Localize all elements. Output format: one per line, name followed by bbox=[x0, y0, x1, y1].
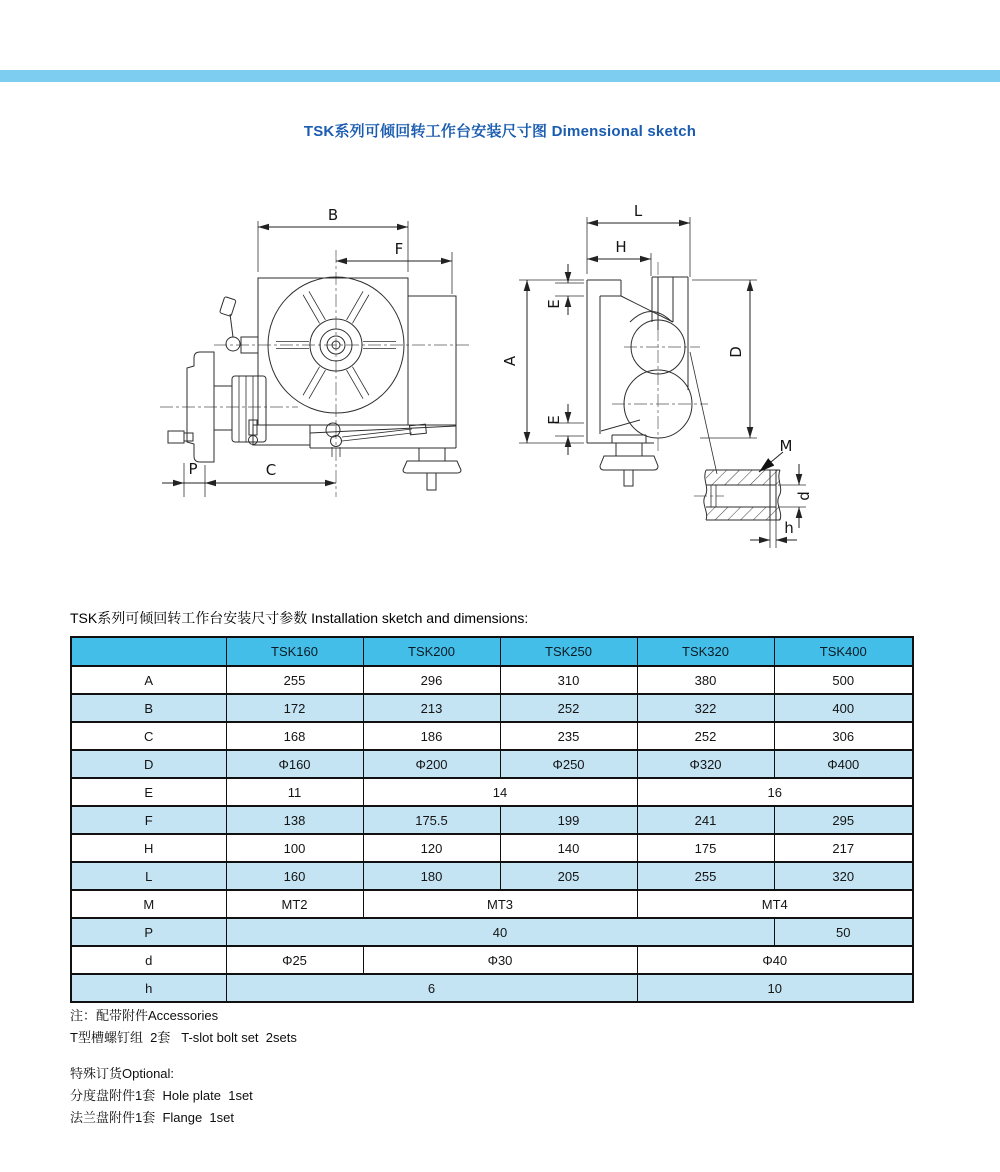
clamp-lever bbox=[220, 297, 258, 353]
table-cell: 120 bbox=[363, 834, 500, 862]
side-t-foot bbox=[600, 435, 658, 486]
column-header-tsk320: TSK320 bbox=[637, 637, 774, 666]
row-label: A bbox=[71, 666, 226, 694]
table-row bbox=[71, 946, 913, 974]
table-cell: 172 bbox=[226, 694, 363, 722]
dim-label-p: P bbox=[188, 460, 198, 478]
dim-label-d-big: D bbox=[727, 346, 745, 358]
section-detail bbox=[694, 437, 813, 548]
table-cell: Φ30 bbox=[363, 946, 637, 974]
base-assembly bbox=[253, 423, 461, 490]
note-tslot-bolts: T型槽螺钉组 2套 T-slot bolt set 2sets bbox=[70, 1030, 297, 1045]
table-row bbox=[71, 918, 913, 946]
table-caption: TSK系列可倾回转工作台安装尺寸参数 Installation sketch and dimensions: bbox=[70, 610, 529, 626]
note-accessories: 注：配带附件Accessories bbox=[70, 1008, 219, 1023]
dim-label-c: C bbox=[265, 461, 277, 479]
table-cell: 322 bbox=[637, 694, 774, 722]
table-cell: 16 bbox=[637, 778, 913, 806]
table-cell: 296 bbox=[363, 666, 500, 694]
table-cell: 160 bbox=[226, 862, 363, 890]
table-cell: Φ25 bbox=[226, 946, 363, 974]
column-header-tsk160: TSK160 bbox=[226, 637, 363, 666]
table-cell: 320 bbox=[774, 862, 913, 890]
row-label: C bbox=[71, 722, 226, 750]
table-cell: 199 bbox=[500, 806, 637, 834]
page-title: TSK系列可倾回转工作台安装尺寸图 Dimensional sketch bbox=[303, 123, 697, 140]
table-cell: 140 bbox=[500, 834, 637, 862]
table-cell: 213 bbox=[363, 694, 500, 722]
table-cell: 40 bbox=[226, 918, 774, 946]
table-cell: 175.5 bbox=[363, 806, 500, 834]
dim-label-e-bottom: E bbox=[545, 415, 563, 425]
table-cell: 252 bbox=[637, 722, 774, 750]
side-view bbox=[501, 202, 757, 486]
spec-table bbox=[70, 636, 914, 1003]
dim-label-m: M bbox=[779, 437, 793, 455]
table-cell: 50 bbox=[774, 918, 913, 946]
dim-label-h-small: h bbox=[784, 519, 794, 537]
table-cell: Φ400 bbox=[774, 750, 913, 778]
table-cell: 241 bbox=[637, 806, 774, 834]
table-row bbox=[71, 890, 913, 918]
note-optional-flange: 法兰盘附件1套 Flange 1set bbox=[70, 1110, 234, 1125]
table-cell: 295 bbox=[774, 806, 913, 834]
row-label: E bbox=[71, 778, 226, 806]
table-cell: 205 bbox=[500, 862, 637, 890]
dim-label-d-small: d bbox=[795, 491, 813, 501]
table-cell: 6 bbox=[226, 974, 637, 1002]
table-cell: 235 bbox=[500, 722, 637, 750]
front-view bbox=[160, 206, 472, 497]
column-header-tsk400: TSK400 bbox=[774, 637, 913, 666]
table-cell: 186 bbox=[363, 722, 500, 750]
table-cell: 180 bbox=[363, 862, 500, 890]
table-row bbox=[71, 806, 913, 834]
table-cell: 100 bbox=[226, 834, 363, 862]
table-row bbox=[71, 666, 913, 694]
table-row bbox=[71, 750, 913, 778]
table-cell: 14 bbox=[363, 778, 637, 806]
table-cell: Φ40 bbox=[637, 946, 913, 974]
table-cell: Φ160 bbox=[226, 750, 363, 778]
table-cell: MT3 bbox=[363, 890, 637, 918]
dim-label-h: H bbox=[615, 238, 627, 256]
dim-label-e-top: E bbox=[545, 299, 563, 309]
table-cell: 400 bbox=[774, 694, 913, 722]
row-label: M bbox=[71, 890, 226, 918]
table-cell: 10 bbox=[637, 974, 913, 1002]
table-cell: Φ320 bbox=[637, 750, 774, 778]
row-label: B bbox=[71, 694, 226, 722]
column-header-tsk200: TSK200 bbox=[363, 637, 500, 666]
table-row bbox=[71, 974, 913, 1002]
table-cell: Φ200 bbox=[363, 750, 500, 778]
dim-label-l: L bbox=[633, 202, 643, 220]
table-cell: MT4 bbox=[637, 890, 913, 918]
table-header-row bbox=[71, 637, 913, 666]
row-label: H bbox=[71, 834, 226, 862]
table-cell: 255 bbox=[226, 666, 363, 694]
table-cell: 310 bbox=[500, 666, 637, 694]
dim-label-f: F bbox=[394, 240, 404, 258]
table-cell: 138 bbox=[226, 806, 363, 834]
table-row bbox=[71, 862, 913, 890]
table-cell: 175 bbox=[637, 834, 774, 862]
table-cell: 380 bbox=[637, 666, 774, 694]
table-row bbox=[71, 778, 913, 806]
table-cell: 306 bbox=[774, 722, 913, 750]
row-label: P bbox=[71, 918, 226, 946]
row-label: h bbox=[71, 974, 226, 1002]
table-cell: 217 bbox=[774, 834, 913, 862]
table-row bbox=[71, 834, 913, 862]
row-label: F bbox=[71, 806, 226, 834]
note-optional-title: 特殊订货Optional: bbox=[70, 1066, 175, 1081]
column-header-blank bbox=[71, 637, 226, 666]
table-cell: 255 bbox=[637, 862, 774, 890]
side-view-dimensions bbox=[501, 202, 757, 455]
table-cell: 11 bbox=[226, 778, 363, 806]
dim-label-a: A bbox=[501, 355, 519, 367]
table-cell: Φ250 bbox=[500, 750, 637, 778]
row-label: L bbox=[71, 862, 226, 890]
table-cell: 168 bbox=[226, 722, 363, 750]
table-cell: 500 bbox=[774, 666, 913, 694]
table-cell: 252 bbox=[500, 694, 637, 722]
note-optional-hole-plate: 分度盘附件1套 Hole plate 1set bbox=[70, 1088, 253, 1103]
dim-label-b: B bbox=[327, 206, 339, 224]
column-header-tsk250: TSK250 bbox=[500, 637, 637, 666]
table-cell: MT2 bbox=[226, 890, 363, 918]
row-label: d bbox=[71, 946, 226, 974]
row-label: D bbox=[71, 750, 226, 778]
table-row bbox=[71, 722, 913, 750]
table-row bbox=[71, 694, 913, 722]
